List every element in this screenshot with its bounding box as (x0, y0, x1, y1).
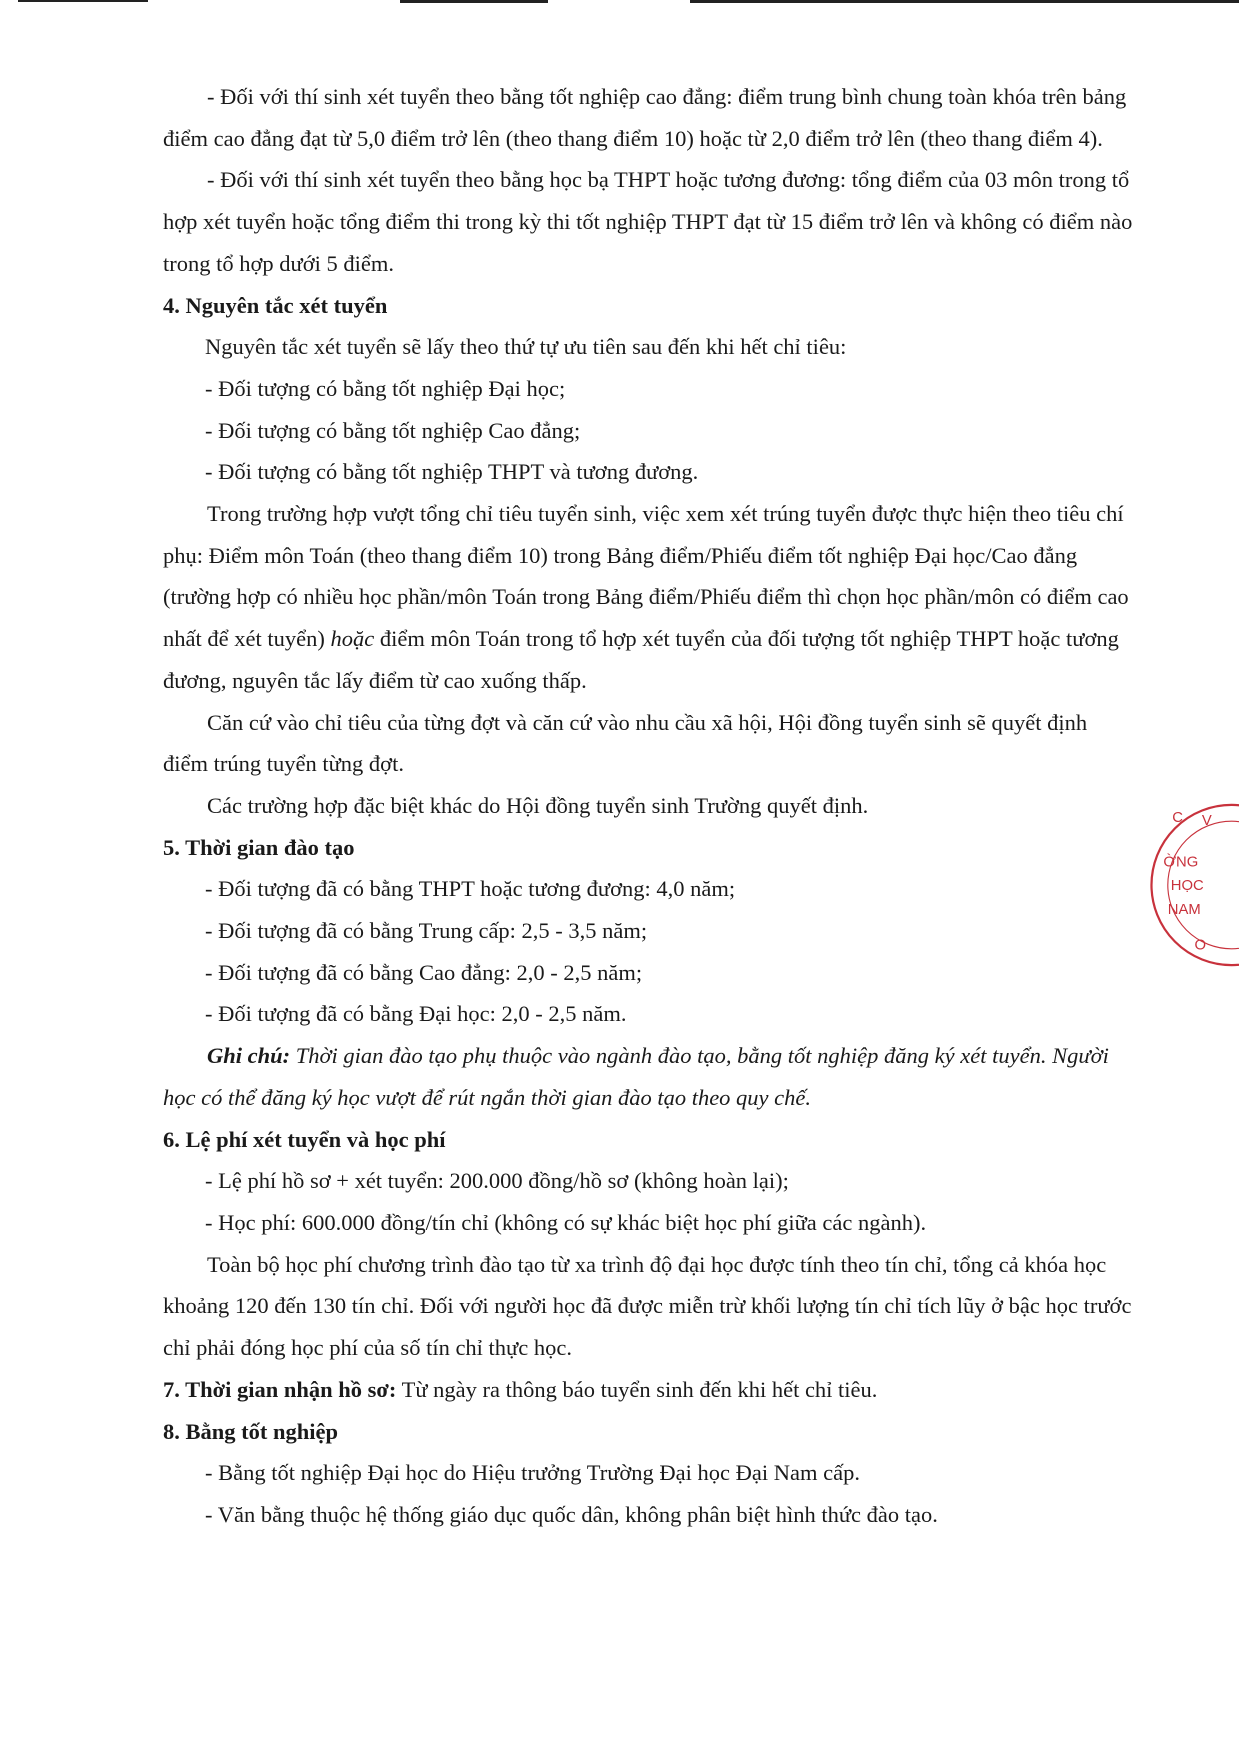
section-7 (163, 1369, 1135, 1411)
section-heading: 7. Thời gian nhận hồ sơ: (163, 1376, 397, 1402)
list-item: - Lệ phí hồ sơ + xét tuyển: 200.000 đồng/hồ sơ (không hoàn lại); (205, 1168, 789, 1194)
text-run: Từ ngày ra thông báo tuyển sinh đến khi hết chỉ tiêu. (396, 1376, 878, 1402)
scan-edge-mark (18, 0, 148, 2)
paragraph (163, 493, 1135, 702)
seal-text: C (1172, 809, 1183, 826)
list-item: - Đối tượng đã có bằng Trung cấp: 2,5 - 3,5 năm; (205, 918, 648, 944)
section-heading: 5. Thời gian đào tạo (163, 834, 355, 860)
paragraph: Nguyên tắc xét tuyển sẽ lấy theo thứ tự ưu tiên sau đến khi hết chỉ tiêu: (205, 334, 847, 360)
scan-edge-mark (690, 0, 1239, 3)
note-paragraph (163, 1035, 1135, 1118)
scan-edge-mark (400, 0, 548, 3)
note-label: Ghi chú: (207, 1043, 291, 1069)
paragraph: Căn cứ vào chỉ tiêu của từng đợt và căn cứ vào nhu cầu xã hội, Hội đồng tuyển sinh sẽ quyết định điểm trúng tuyển từng đợt. (163, 709, 1088, 777)
paragraph: Các trường hợp đặc biệt khác do Hội đồng tuyển sinh Trường quyết định. (207, 792, 869, 818)
note-text: Thời gian đào tạo phụ thuộc vào ngành đào tạo, bằng tốt nghiệp đăng ký xét tuyển. Người học có thể đăng ký học vượt để rút ngắn thời gian đào tạo theo quy chế. (163, 1043, 1109, 1110)
paragraph: - Đối với thí sinh xét tuyển theo bằng học bạ THPT hoặc tương đương: tổng điểm của 03 môn trong tổ hợp xét tuyển hoặc tổng điểm thi trong kỳ thi tốt nghiệp THPT đạt từ 15 điểm trở lên và không có điểm nào trong tổ hợp dưới 5 điểm. (163, 167, 1133, 276)
list-item: - Đối tượng có bằng tốt nghiệp THPT và tương đương. (205, 459, 699, 485)
document-body (163, 76, 1135, 1536)
section-heading: 8. Bằng tốt nghiệp (163, 1418, 339, 1444)
seal-text: HỌC (1170, 878, 1204, 895)
paragraph: Toàn bộ học phí chương trình đào tạo từ xa trình độ đại học được tính theo tín chỉ, tổng cả khóa học khoảng 120 đến 130 tín chỉ. Đối với người học đã được miễn trừ khối lượng tín chỉ tích lũy ở bậc học trước chỉ phải đóng học phí của số tín chỉ thực học. (163, 1251, 1132, 1361)
seal-text: O (1194, 937, 1207, 954)
list-item: - Văn bằng thuộc hệ thống giáo dục quốc dân, không phân biệt hình thức đào tạo. (205, 1501, 938, 1527)
section-heading: 6. Lệ phí xét tuyển và học phí (163, 1126, 446, 1152)
seal-text: V (1201, 812, 1212, 829)
seal-text: ỜNG (1163, 854, 1199, 871)
text-run: Trong trường hợp vượt tổng chỉ tiêu tuyển sinh, việc xem xét trúng tuyển được thực hiện theo tiêu chí phụ: Điểm môn Toán (theo thang điểm 10) trong Bảng điểm/Phiếu điểm tốt nghiệp Đại học/Cao đẳng (trường hợp có nhiều học phần/môn Toán trong Bảng điểm/Phiếu điểm thì chọn học phần/môn có điểm cao nhất để xét tuyển) (163, 501, 1129, 652)
seal-text: NAM (1167, 901, 1201, 918)
list-item: - Đối tượng đã có bằng Cao đẳng: 2,0 - 2,5 năm; (205, 959, 643, 985)
list-item: - Đối tượng có bằng tốt nghiệp Đại học; (205, 375, 566, 401)
list-item: - Bằng tốt nghiệp Đại học do Hiệu trưởng Trường Đại học Đại Nam cấp. (205, 1460, 860, 1486)
list-item: - Đối tượng đã có bằng Đại học: 2,0 - 2,5 năm. (205, 1001, 627, 1027)
italic-text: hoặc (330, 626, 375, 652)
list-item: - Đối tượng đã có bằng THPT hoặc tương đương: 4,0 năm; (205, 876, 736, 902)
section-heading: 4. Nguyên tắc xét tuyển (163, 292, 388, 318)
list-item: - Đối tượng có bằng tốt nghiệp Cao đẳng; (205, 417, 581, 443)
paragraph: - Đối với thí sinh xét tuyển theo bằng tốt nghiệp cao đẳng: điểm trung bình chung toàn khóa trên bảng điểm cao đẳng đạt từ 5,0 điểm trở lên (theo thang điểm 10) hoặc từ 2,0 điểm trở lên (theo thang điểm 4). (163, 84, 1127, 151)
text-run: điểm môn Toán trong tổ hợp xét tuyển của đối tượng tốt nghiệp THPT hoặc tương đương, nguyên tắc lấy điểm từ cao xuống thấp. (163, 626, 1119, 693)
official-seal-stamp (1150, 770, 1239, 1000)
list-item: - Học phí: 600.000 đồng/tín chỉ (không có sự khác biệt học phí giữa các ngành). (205, 1209, 927, 1235)
